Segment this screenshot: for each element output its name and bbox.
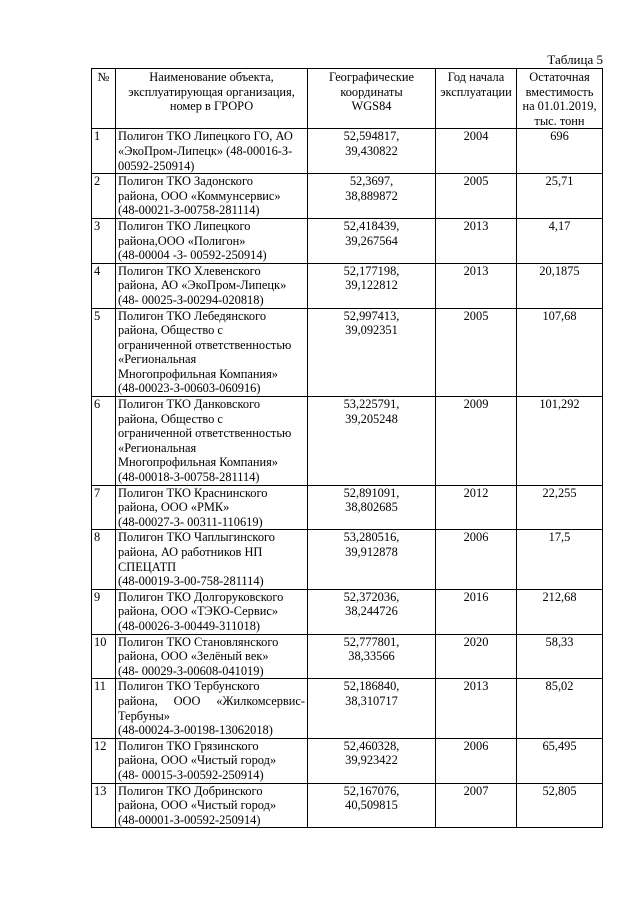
longitude: 39,923422 [345,753,398,768]
text-line: вместимость [525,84,594,99]
text-line: (48-00023-З-00603-060916) [118,381,261,396]
start-year-cell: 2005 [436,174,517,219]
longitude: 38,889872 [345,188,398,203]
row-number: 2 [92,174,116,219]
text-line: «Региональная [118,352,197,367]
latitude: 52,167076, [343,783,400,798]
table-row [92,530,603,589]
text-line: «Региональная [118,440,197,455]
object-name-cell [116,589,308,634]
text-line: района, АО работников НП [118,545,263,559]
text-line: Полигон ТКО Данковского [118,397,261,412]
start-year-cell: 2006 [436,530,517,589]
coordinates-cell [308,679,436,738]
text-line: номер в ГРОРО [169,99,254,114]
text-line: (48- 00025-З-00294-020818) [118,292,264,307]
object-name-cell [116,485,308,530]
coordinates-cell [308,485,436,530]
text-line: (48-00001-З-00592-250914) [118,812,261,827]
object-name-cell [116,129,308,174]
text-line: Полигон ТКО Задонского [118,174,253,189]
header-capacity [517,69,603,129]
row-number: 10 [92,634,116,679]
text-line: района, ООО «Чистый город» [118,798,277,813]
coordinates-cell [308,308,436,397]
text-line: района, ООО «ТЭКО-Сервис» [118,604,279,619]
table-row [92,485,603,530]
text-line: Полигон ТКО Хлевенского [118,263,261,278]
text-line: (48-00004 -З- 00592-250914) [118,248,267,263]
coordinates-cell [308,738,436,783]
text-line: района, АО «ЭкоПром-Липецк» [118,278,287,293]
table-row [92,308,603,397]
latitude: 52,594817, [343,129,400,144]
text-line: СПЕЦАТП [118,559,177,574]
text-line: эксплуатирующая организация, [128,84,295,99]
remaining-capacity-cell: 65,495 [517,738,603,783]
text-line: района, ООО «РМК» [118,500,230,515]
coordinates-cell [308,218,436,263]
remaining-capacity-cell: 696 [517,129,603,174]
object-name-cell [116,308,308,397]
remaining-capacity-cell: 22,255 [517,485,603,530]
longitude: 38,244726 [345,604,398,619]
text-line: (48-00024-З-00198-13062018) [118,723,273,738]
longitude: 39,122812 [345,278,398,293]
start-year-cell: 2020 [436,634,517,679]
start-year-cell: 2013 [436,679,517,738]
text-line: (48-00019-З-00-758-281114) [118,574,264,589]
start-year-cell: 2016 [436,589,517,634]
coordinates-cell [308,397,436,486]
table-row [92,397,603,486]
latitude: 52,997413, [343,308,400,323]
row-number: 6 [92,397,116,486]
coordinates-cell [308,634,436,679]
text-line: района, ООО «Жилкомсервис- [118,693,305,708]
object-name-cell [116,738,308,783]
table-header [92,69,603,129]
object-name-cell [116,634,308,679]
latitude: 52,186840, [343,679,400,694]
longitude: 38,33566 [348,649,395,664]
longitude: 39,205248 [345,411,398,426]
table-caption: Таблица 5 [547,52,603,67]
latitude: 52,418439, [343,218,400,233]
text-line: Полигон ТКО Долгоруковского [118,589,284,604]
longitude: 40,509815 [345,798,398,813]
longitude: 38,802685 [345,500,398,515]
row-number: 5 [92,308,116,397]
text-line: Географические [328,70,415,84]
row-number: 11 [92,679,116,738]
longitude: 39,912878 [345,545,398,559]
text-line: Полигон ТКО Добринского [118,783,263,798]
longitude: 39,092351 [345,323,398,338]
remaining-capacity-cell: 101,292 [517,397,603,486]
object-name-cell [116,218,308,263]
text-line: района,ООО «Полигон» [118,233,246,248]
text-line: Полигон ТКО Грязинского [118,738,259,753]
text-line: района, Общество с [118,411,223,426]
latitude: 52,460328, [343,738,400,753]
object-name-cell [116,174,308,219]
text-line: Полигон ТКО Липецкого ГО, АО [118,129,293,144]
latitude: 52,372036, [343,589,400,604]
row-number: 9 [92,589,116,634]
text-line: Тербуны» [118,708,170,723]
remaining-capacity-cell: 25,71 [517,174,603,219]
text-line: Полигон ТКО Краснинского [118,485,268,500]
start-year-cell: 2006 [436,738,517,783]
text-line: WGS84 [351,99,392,114]
table-row [92,783,603,828]
remaining-capacity-cell: 17,5 [517,530,603,589]
latitude: 52,777801, [343,634,400,649]
start-year-cell: 2013 [436,263,517,308]
latitude: 52,891091, [343,485,400,500]
longitude: 39,267564 [345,233,398,248]
text-line: района, ООО «Чистый город» [118,753,277,768]
latitude: 52,177198, [343,263,400,278]
start-year-cell: 2007 [436,783,517,828]
object-name-cell [116,263,308,308]
table-row [92,679,603,738]
text-line: ограниченной ответственностью [118,337,292,352]
table-row [92,589,603,634]
coordinates-cell [308,589,436,634]
longitude: 39,430822 [345,143,398,158]
text-line: Полигон ТКО Становлянского [118,634,279,649]
text-line: (48-00027-З- 00311-110619) [118,514,263,529]
row-number: 13 [92,783,116,828]
text-line: района, ООО «Коммунсервис» [118,188,281,203]
coordinates-cell [308,174,436,219]
text-line: (48- 00029-З-00608-041019) [118,663,264,678]
table-row [92,263,603,308]
coordinates-cell [308,129,436,174]
text-line: Полигон ТКО Чаплыгинского [118,530,275,545]
text-line: района, Общество с [118,323,223,338]
text-line: Полигон ТКО Тербунского [118,679,260,694]
text-line: на 01.01.2019, [522,99,597,114]
text-line: (48-00026-З-00449-311018) [118,618,261,633]
remaining-capacity-cell: 4,17 [517,218,603,263]
header-name [116,69,308,129]
text-line: (48-00018-З-00758-281114) [118,470,260,485]
table-row [92,634,603,679]
remaining-capacity-cell: 212,68 [517,589,603,634]
coordinates-cell [308,783,436,828]
row-number: 8 [92,530,116,589]
table-row [92,129,603,174]
longitude: 38,310717 [345,693,398,708]
text-line: ограниченной ответственностью [118,426,292,441]
start-year-cell: 2005 [436,308,517,397]
row-number: 1 [92,129,116,174]
table-body [92,129,603,828]
start-year-cell: 2004 [436,129,517,174]
text-line: Полигон ТКО Липецкого [118,218,251,233]
coordinates-cell [308,530,436,589]
header-year [436,69,517,129]
latitude: 52,3697, [349,174,394,189]
table-row [92,738,603,783]
table-row [92,174,603,219]
text-line: эксплуатации [440,84,512,99]
text-line: тыс. тонн [534,113,585,128]
text-line: 00592-250914) [118,158,195,173]
row-number: 7 [92,485,116,530]
landfill-table [91,68,603,828]
coordinates-cell [308,263,436,308]
text-line: Многопрофильная Компания» [118,366,278,381]
table-row [92,218,603,263]
text-line: Год начала [447,70,505,84]
row-number: 12 [92,738,116,783]
text-line: Полигон ТКО Лебедянского [118,308,267,323]
remaining-capacity-cell: 20,1875 [517,263,603,308]
text-line: (48-00021-З-00758-281114) [118,203,260,218]
text-line: Многопрофильная Компания» [118,455,278,470]
start-year-cell: 2013 [436,218,517,263]
row-number: 4 [92,263,116,308]
remaining-capacity-cell: 58,33 [517,634,603,679]
object-name-cell [116,783,308,828]
text-line: Наименование объекта, [149,70,274,84]
row-number: 3 [92,218,116,263]
text-line: «ЭкоПром-Липецк» (48-00016-З- [118,143,293,158]
remaining-capacity-cell: 52,805 [517,783,603,828]
remaining-capacity-cell: 85,02 [517,679,603,738]
latitude: 53,225791, [343,397,400,412]
text-line: района, ООО «Зелёный век» [118,649,269,664]
text-line: Остаточная [529,70,590,84]
object-name-cell [116,530,308,589]
latitude: 53,280516, [343,530,400,545]
header-no: № [92,69,116,129]
header-coords [308,69,436,129]
start-year-cell: 2012 [436,485,517,530]
start-year-cell: 2009 [436,397,517,486]
text-line: координаты [340,84,403,99]
remaining-capacity-cell: 107,68 [517,308,603,397]
object-name-cell [116,679,308,738]
object-name-cell [116,397,308,486]
text-line: (48- 00015-З-00592-250914) [118,767,264,782]
